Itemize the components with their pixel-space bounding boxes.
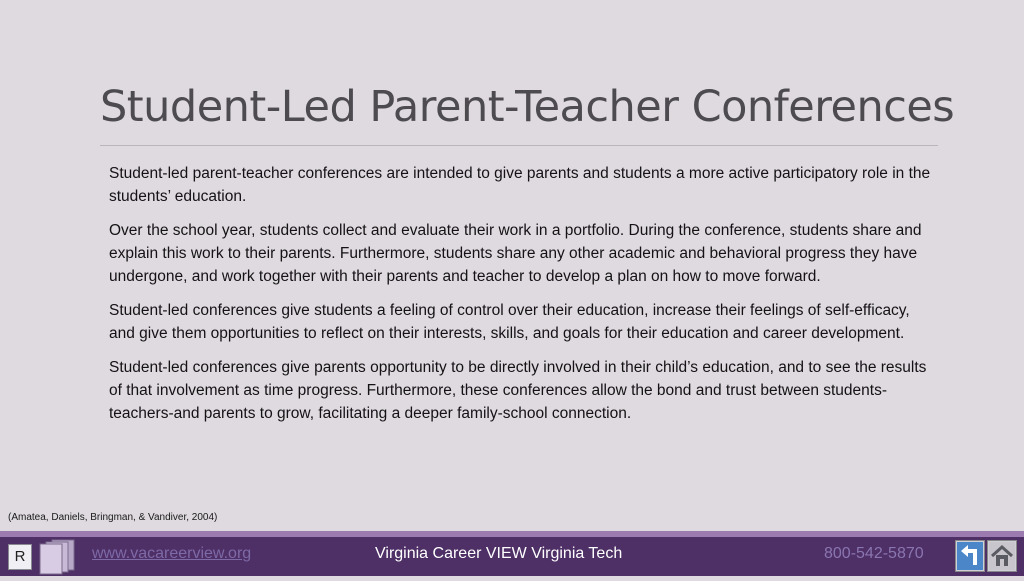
home-button[interactable] bbox=[987, 540, 1017, 572]
paragraph-student-benefits: Student-led conferences give students a feeling of control over their education, increase their feelings of self-efficacy, and give them opportunities to reflect on their interests, skills, and goals for their education and career development. bbox=[109, 302, 910, 342]
citation: (Amatea, Daniels, Bringman, & Vandiver, 2004) bbox=[8, 512, 218, 523]
slide-title: Student-Led Parent-Teacher Conferences bbox=[100, 82, 955, 132]
website-link[interactable]: www.vacareerview.org bbox=[92, 545, 252, 562]
home-icon bbox=[988, 541, 1016, 571]
paragraph-portfolio: Over the school year, students collect and evaluate their work in a portfolio. During the conference, students share and explain this work to their parents. Furthermore, students share any other academic and behavioral progress they have undergone, and work together with their parents and teacher to develop a plan on how to move forward. bbox=[109, 222, 922, 285]
title-divider bbox=[100, 145, 938, 146]
paragraph-parent-benefits: Student-led conferences give parents opportunity to be directly involved in their child’s education, and to see the results of that involvement as time progress. Furthermore, these conferences allow the bond and trust between students-teachers-and parents to grow, facilitating a deeper family-school connection. bbox=[109, 359, 927, 422]
footer-organization: Virginia Career VIEW Virginia Tech bbox=[375, 545, 623, 562]
back-arrow-icon bbox=[956, 541, 984, 571]
paragraph-intro: Student-led parent-teacher conferences are intended to give parents and students a more active participatory role in the students’ education. bbox=[109, 165, 931, 205]
r-button[interactable]: R bbox=[8, 544, 32, 570]
stacked-pages-icon[interactable] bbox=[30, 538, 76, 576]
back-button[interactable] bbox=[955, 540, 985, 572]
footer-phone: 800-542-5870 bbox=[824, 545, 924, 562]
slide-body bbox=[109, 162, 934, 436]
